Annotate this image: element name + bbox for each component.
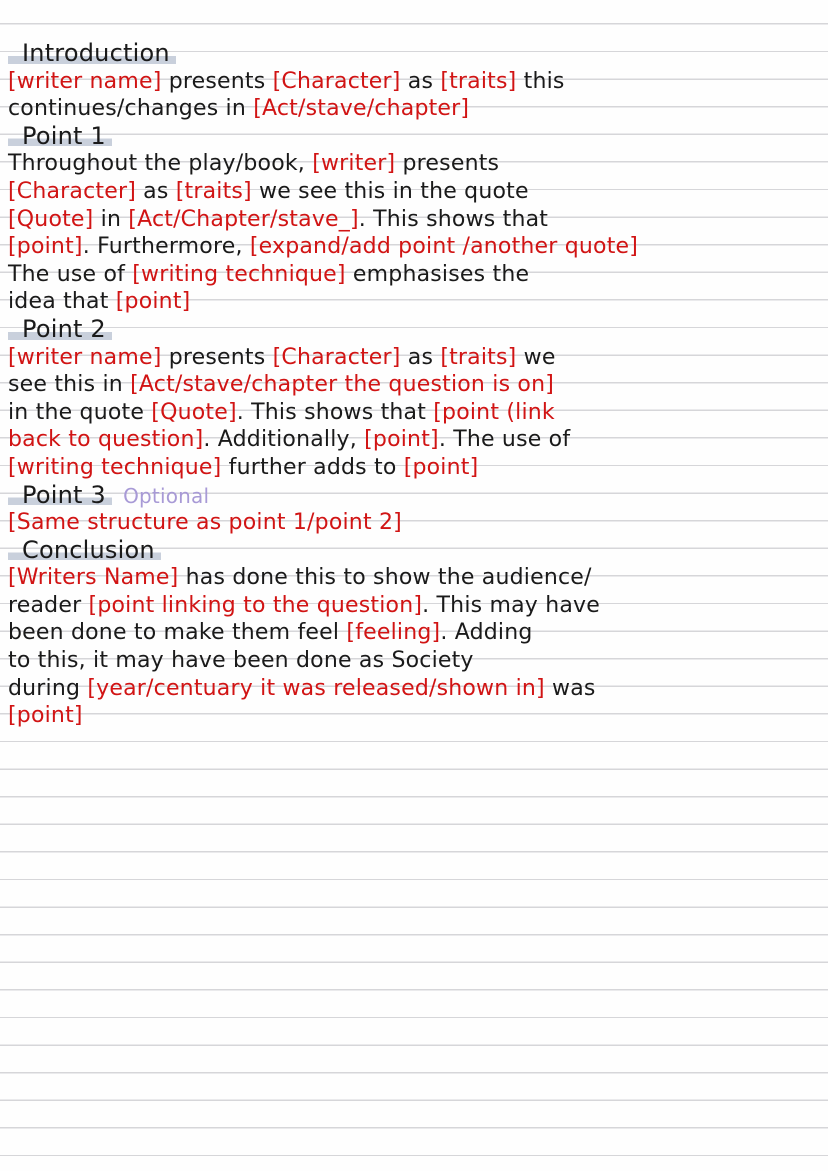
text-line — [8, 702, 823, 730]
template-text: during — [8, 675, 88, 701]
template-text: further adds to — [221, 454, 404, 480]
template-text: we — [516, 344, 556, 370]
template-text: has done this to show the audience/ — [178, 565, 592, 591]
essay-structure-notes — [8, 40, 823, 730]
placeholder-text: [Writers Name] — [8, 565, 179, 591]
introduction-body — [8, 68, 823, 123]
placeholder-text: [point] — [8, 234, 83, 260]
heading-row — [8, 482, 823, 510]
text-line — [8, 261, 823, 289]
template-text: as — [400, 344, 441, 370]
template-text: presents — [395, 151, 500, 177]
text-line — [8, 509, 823, 537]
text-line — [8, 675, 823, 703]
template-text: this — [516, 68, 565, 94]
template-text: . This shows that — [236, 399, 434, 425]
placeholder-text: [Character] — [272, 68, 401, 94]
text-line — [8, 68, 823, 96]
text-line — [8, 399, 823, 427]
template-text: was — [544, 675, 596, 701]
text-line — [8, 95, 823, 123]
placeholder-text: [Quote] — [8, 206, 94, 232]
template-text: idea that — [8, 289, 116, 315]
template-text: presents — [161, 68, 273, 94]
placeholder-text: [Same structure as point 1/point 2] — [8, 510, 402, 536]
template-text: we see this in the quote — [251, 178, 529, 204]
point-3-heading: Point 3 — [8, 482, 112, 510]
template-text: been done to make them feel — [8, 620, 347, 646]
placeholder-text: [Act/Chapter/stave_] — [128, 206, 359, 232]
placeholder-text: [traits] — [440, 68, 517, 94]
heading-row — [8, 537, 823, 565]
template-text: reader — [8, 592, 89, 618]
template-text: as — [400, 68, 441, 94]
placeholder-text: [point] — [364, 427, 439, 453]
placeholder-text: [Character] — [8, 178, 136, 204]
heading-row — [8, 123, 823, 151]
placeholder-text: [point] — [8, 703, 83, 729]
introduction-heading: Introduction — [8, 40, 176, 68]
placeholder-text: [writer name] — [8, 344, 162, 370]
point-2-body — [8, 344, 823, 482]
text-line — [8, 647, 823, 675]
conclusion-body — [8, 564, 823, 730]
template-text: presents — [161, 344, 273, 370]
conclusion-heading: Conclusion — [8, 537, 161, 565]
template-text: . This shows that — [358, 206, 549, 232]
text-line — [8, 564, 823, 592]
point-1-body — [8, 150, 823, 316]
point-2-heading: Point 2 — [8, 316, 112, 344]
text-line — [8, 178, 823, 206]
placeholder-text: [writing technique] — [132, 261, 346, 287]
template-text: continues/changes in — [8, 96, 254, 122]
template-text: Throughout the play/book, — [8, 151, 313, 177]
placeholder-text: [feeling] — [346, 620, 441, 646]
placeholder-text: [writer] — [312, 151, 396, 177]
text-line — [8, 454, 823, 482]
heading-row — [8, 40, 823, 68]
placeholder-text: [point linking to the question] — [88, 592, 423, 618]
text-line — [8, 344, 823, 372]
text-line — [8, 233, 823, 261]
text-line — [8, 150, 823, 178]
placeholder-text: [writer name] — [8, 68, 162, 94]
placeholder-text: [traits] — [440, 344, 517, 370]
placeholder-text: [Quote] — [151, 399, 237, 425]
point-1-heading: Point 1 — [8, 123, 112, 151]
text-line — [8, 206, 823, 234]
template-text: The use of — [8, 261, 133, 287]
text-line — [8, 371, 823, 399]
text-line — [8, 619, 823, 647]
placeholder-text: [writing technique] — [8, 454, 222, 480]
placeholder-text: [point (link — [433, 399, 555, 425]
placeholder-text: [traits] — [175, 178, 252, 204]
placeholder-text: [Act/stave/chapter] — [253, 96, 470, 122]
placeholder-text: [Character] — [272, 344, 401, 370]
text-line — [8, 288, 823, 316]
template-text: in the quote — [8, 399, 152, 425]
placeholder-text: back to question] — [8, 427, 204, 453]
template-text: in — [93, 206, 129, 232]
template-text: . The use of — [438, 427, 571, 453]
template-text: . Furthermore, — [82, 234, 250, 260]
text-line — [8, 592, 823, 620]
placeholder-text: [point] — [403, 454, 479, 480]
placeholder-text: [point] — [115, 289, 191, 315]
template-text: . Additionally, — [203, 427, 365, 453]
template-text: . Adding — [440, 620, 533, 646]
placeholder-text: [Act/stave/chapter the question is on] — [130, 372, 555, 398]
text-line — [8, 426, 823, 454]
placeholder-text: [expand/add point /another quote] — [249, 234, 639, 260]
template-text: to this, it may have been done as Society — [8, 648, 474, 674]
template-text: see this in — [8, 372, 131, 398]
template-text: . This may have — [422, 592, 600, 618]
template-text: as — [135, 178, 176, 204]
point-3-body — [8, 509, 823, 537]
placeholder-text: [year/centuary it was released/shown in] — [87, 675, 545, 701]
heading-row — [8, 316, 823, 344]
optional-note: Optional — [123, 483, 210, 508]
template-text: emphasises the — [345, 261, 530, 287]
